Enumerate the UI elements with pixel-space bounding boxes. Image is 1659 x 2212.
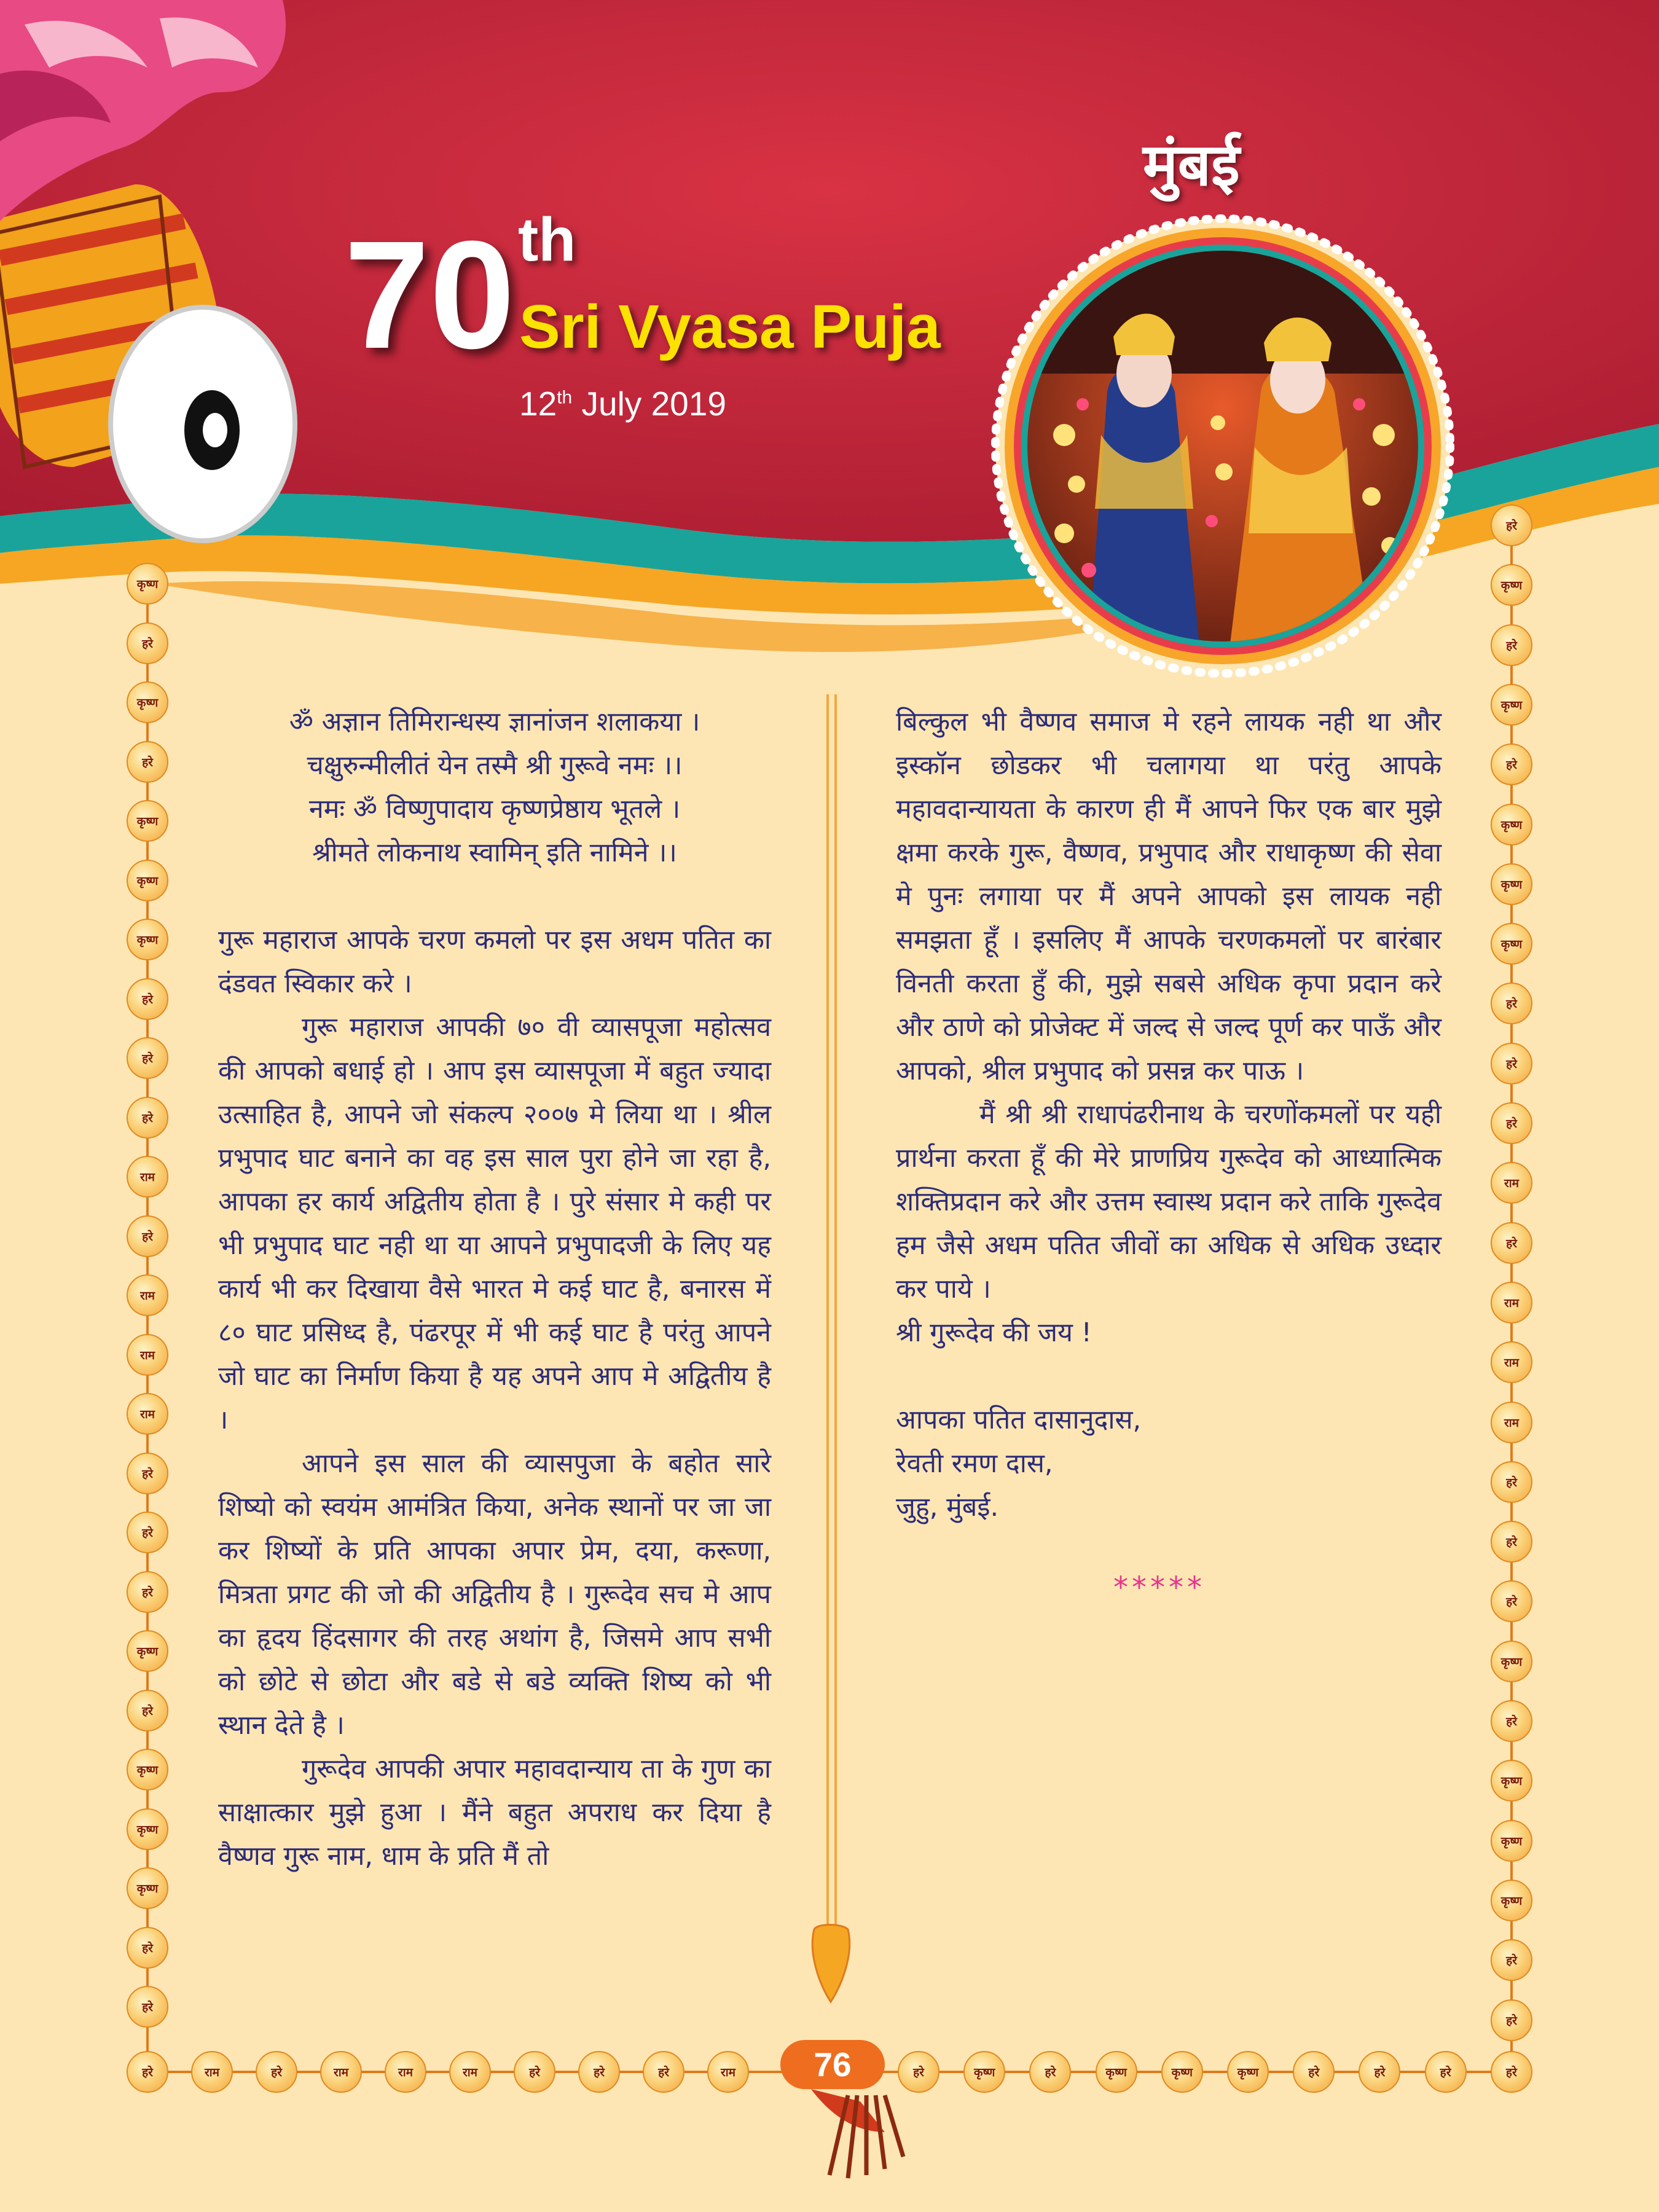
mantra-bead: हरे (578, 2051, 620, 2093)
signature-line: जुहु, मुंबई. (896, 1492, 999, 1523)
mantra-bead: राम (707, 2051, 749, 2093)
mantra-bead: कृष्ण (127, 681, 168, 723)
mantra-bead: कृष्ण (1491, 564, 1532, 606)
mantra-bead: कृष्ण (127, 919, 168, 960)
letter-paragraph: गुरू महाराज आपके चरण कमलो पर इस अधम पतित का दंडवत स्विकार करे । (218, 925, 771, 999)
mantra-bead: कृष्ण (963, 2051, 1005, 2093)
letter-paragraph: आपने इस साल की व्यासपुजा के बहोत सारे शिष्यो को स्वयंम आमंत्रित किया, अनेक स्थानों पर जा जा कर शिष्यों के प्रति आपका अपार प्रेम, दया, करूणा, मित्रता प्रगट की जो की अद्वितीय है । गुरूदेव सच मे आप का हृदय हिंदसागर की तरह अथांग है, जिसमे आप सभी को छोटे से छोटा और बडे से बडे व्यक्ति शिष्य को भी स्थान देते है । (218, 1448, 771, 1741)
mantra-bead: कृष्ण (1491, 684, 1532, 726)
mantra-bead: हरे (1491, 1461, 1532, 1503)
mantra-bead: हरे (127, 2051, 168, 2093)
mantra-bead: कृष्ण (1491, 1641, 1532, 1682)
mantra-bead: कृष्ण (127, 1808, 168, 1850)
mantra-bead: हरे (127, 1215, 168, 1257)
city-name: मुंबई (1143, 131, 1240, 199)
mantra-bead: हरे (127, 741, 168, 783)
verse-line: नमः ॐ विष्णुपादाय कृष्णप्रेष्ठाय भूतले । (308, 794, 681, 825)
mantra-bead: हरे (127, 1037, 168, 1079)
mantra-bead: राम (127, 1156, 168, 1198)
mantra-bead: कृष्ण (127, 563, 168, 605)
mantra-bead: हरे (127, 1986, 168, 2028)
verse-line: ॐ अज्ञान तिमिरान्धस्य ज्ञानांजन शलाकया । (289, 707, 700, 737)
mantra-bead: हरे (1491, 1999, 1532, 2041)
mantra-bead: हरे (1293, 2051, 1335, 2093)
mantra-bead: हरे (1491, 1043, 1532, 1084)
mantra-bead: कृष्ण (1491, 863, 1532, 905)
mantra-bead: राम (449, 2051, 491, 2093)
letter-paragraph: बिल्कुल भी वैष्णव समाज मे रहने लायक नही था और इस्कॉन छोडकर भी चलागया था परंतु आपके महावदान्यायता के कारण ही मैं आपने फिर एक बार मुझे क्षमा करके गुरू, वैष्णव, प्रभुपाद और राधाकृष्ण की सेवा मे पुनः लगाया पर मैं अपने आपको इस लायक नही समझता हूँ । इसलिए मैं आपके चरणकमलों पर बारंबार विनती करता हुँ की, मुझे सबसे अधिक कृपा प्रदान करे और ठाणे को प्रोजेक्ट में जल्द से जल्द पूर्ण कर पाऊँ और आपको, श्रील प्रभुपाद को प्रसन्न कर पाऊ । (896, 707, 1441, 1086)
mantra-bead: हरे (127, 1512, 168, 1553)
letter-paragraph: गुरूदेव आपकी अपार महावदान्याय ता के गुण का साक्षात्कार मुझे हुआ । मैंने बहुत अपराध कर दिया है वैष्णव गुरू नाम, धाम के प्रति मैं तो (218, 1754, 771, 1872)
mantra-bead: राम (127, 1334, 168, 1376)
event-date: 12th July 2019 (519, 385, 726, 423)
anniversary-number: 70 (344, 209, 516, 380)
verse-line: श्रीमते लोकनाथ स्वामिन् इति नामिने ।। (312, 837, 677, 868)
letter-paragraph: गुरू महाराज आपकी ७० वी व्यासपूजा महोत्सव की आपको बधाई हो । आप इस व्यासपूजा में बहुत ज्यादा उत्साहित है, आपने जो संकल्प २००७ मे लिया था । श्रील प्रभुपाद घाट बनाने का वह इस साल पुरा होने जा रहा है, आपका हर कार्य अद्वितीय होता है । पुरे संसार मे कही पर भी प्रभुपाद घाट नही था या आपने प्रभुपादजी के लिए यह कार्य भी कर दिखाया वैसे भारत मे कई घाट है, बनारस में ८० घाट प्रसिध्द है, पंढरपूर में भी कई घाट है परंतु आपने जो घाट का निर्माण किया है यह अपने आप मे अद्वितीय है । (218, 1012, 771, 1435)
mantra-bead: कृष्ण (127, 1867, 168, 1909)
event-title: Sri Vyasa Puja (519, 292, 941, 361)
page-number: 76 (780, 2040, 885, 2089)
mantra-bead: राम (127, 1274, 168, 1316)
mantra-bead: राम (1491, 1162, 1532, 1204)
mantra-bead: कृष्ण (1227, 2051, 1269, 2093)
mantra-bead: हरे (1491, 1939, 1532, 1981)
mantra-bead: हरे (1491, 743, 1532, 785)
mantra-bead: हरे (1425, 2051, 1467, 2093)
mantra-bead: हरे (127, 1097, 168, 1139)
mantra-bead: हरे (1491, 1222, 1532, 1264)
mantra-bead: हरे (1359, 2051, 1400, 2093)
mantra-bead: हरे (127, 978, 168, 1020)
mantra-bead: हरे (1491, 504, 1532, 546)
mantra-bead: हरे (127, 622, 168, 664)
mantra-bead: कृष्ण (127, 800, 168, 842)
deity-photo (1027, 251, 1418, 641)
mantra-bead: हरे (1029, 2051, 1071, 2093)
anniversary-ordinal: th (518, 205, 576, 274)
mantra-bead: राम (320, 2051, 362, 2093)
jai-line: श्री गुरूदेव की जय ! (896, 1317, 1092, 1348)
mantra-bead: कृष्ण (1491, 804, 1532, 845)
mantra-bead: हरे (1491, 1521, 1532, 1563)
mantra-bead: हरे (898, 2051, 939, 2093)
mantra-bead: हरे (127, 1927, 168, 1969)
signature-line: आपका पतित दासानुदास, (896, 1405, 1142, 1435)
mantra-bead: हरे (127, 1571, 168, 1613)
mantra-bead: राम (1491, 1402, 1532, 1443)
letter-right-column (896, 700, 1441, 1610)
mantra-bead: कृष्ण (1161, 2051, 1203, 2093)
mantra-bead: हरे (1491, 2051, 1532, 2093)
letter-left-column (218, 700, 771, 1878)
mantra-bead: राम (1491, 1282, 1532, 1324)
mantra-bead: हरे (1491, 982, 1532, 1024)
verse-line: चक्षुरुन्मीलीतं येन तस्मै श्री गुरूवे नमः ।। (307, 750, 683, 781)
mantra-bead: हरे (256, 2051, 297, 2093)
mantra-bead: कृष्ण (127, 1630, 168, 1672)
letter-paragraph: मैं श्री श्री राधापंढरीनाथ के चरणोंकमलों पर यही प्रार्थना करता हूँ की मेरे प्राणप्रिय गुरूदेव को आध्यात्मिक शक्तिप्रदान करे और उत्तम स्वास्थ प्रदान करे ताकि गुरूदेव हम जैसे अधम पतित जीवों का अधिक से अधिक उध्दार कर पाये । (896, 1099, 1441, 1304)
mantra-bead: कृष्ण (1491, 1880, 1532, 1921)
mantra-bead: हरे (1491, 1700, 1532, 1742)
mantra-bead: कृष्ण (1491, 1760, 1532, 1802)
mantra-bead: हरे (1491, 624, 1532, 666)
signature-line: रेवती रमण दास, (896, 1448, 1053, 1479)
mantra-bead: हरे (127, 1453, 168, 1494)
mantra-bead: कृष्ण (1096, 2051, 1137, 2093)
mantra-bead: कृष्ण (1491, 1820, 1532, 1862)
stars-divider: ***** (1113, 1571, 1206, 1605)
mantra-bead: कृष्ण (127, 860, 168, 901)
mantra-bead: राम (1491, 1341, 1532, 1383)
mantra-bead: राम (385, 2051, 426, 2093)
mantra-bead: कृष्ण (1491, 923, 1532, 965)
mantra-bead: हरे (1491, 1102, 1532, 1144)
mantra-bead: कृष्ण (127, 1749, 168, 1790)
mantra-bead: हरे (127, 1690, 168, 1732)
mantra-bead: हरे (514, 2051, 555, 2093)
mantra-bead: हरे (1491, 1580, 1532, 1622)
mantra-bead: हरे (643, 2051, 684, 2093)
mantra-bead: राम (191, 2051, 233, 2093)
mantra-bead: राम (127, 1393, 168, 1435)
